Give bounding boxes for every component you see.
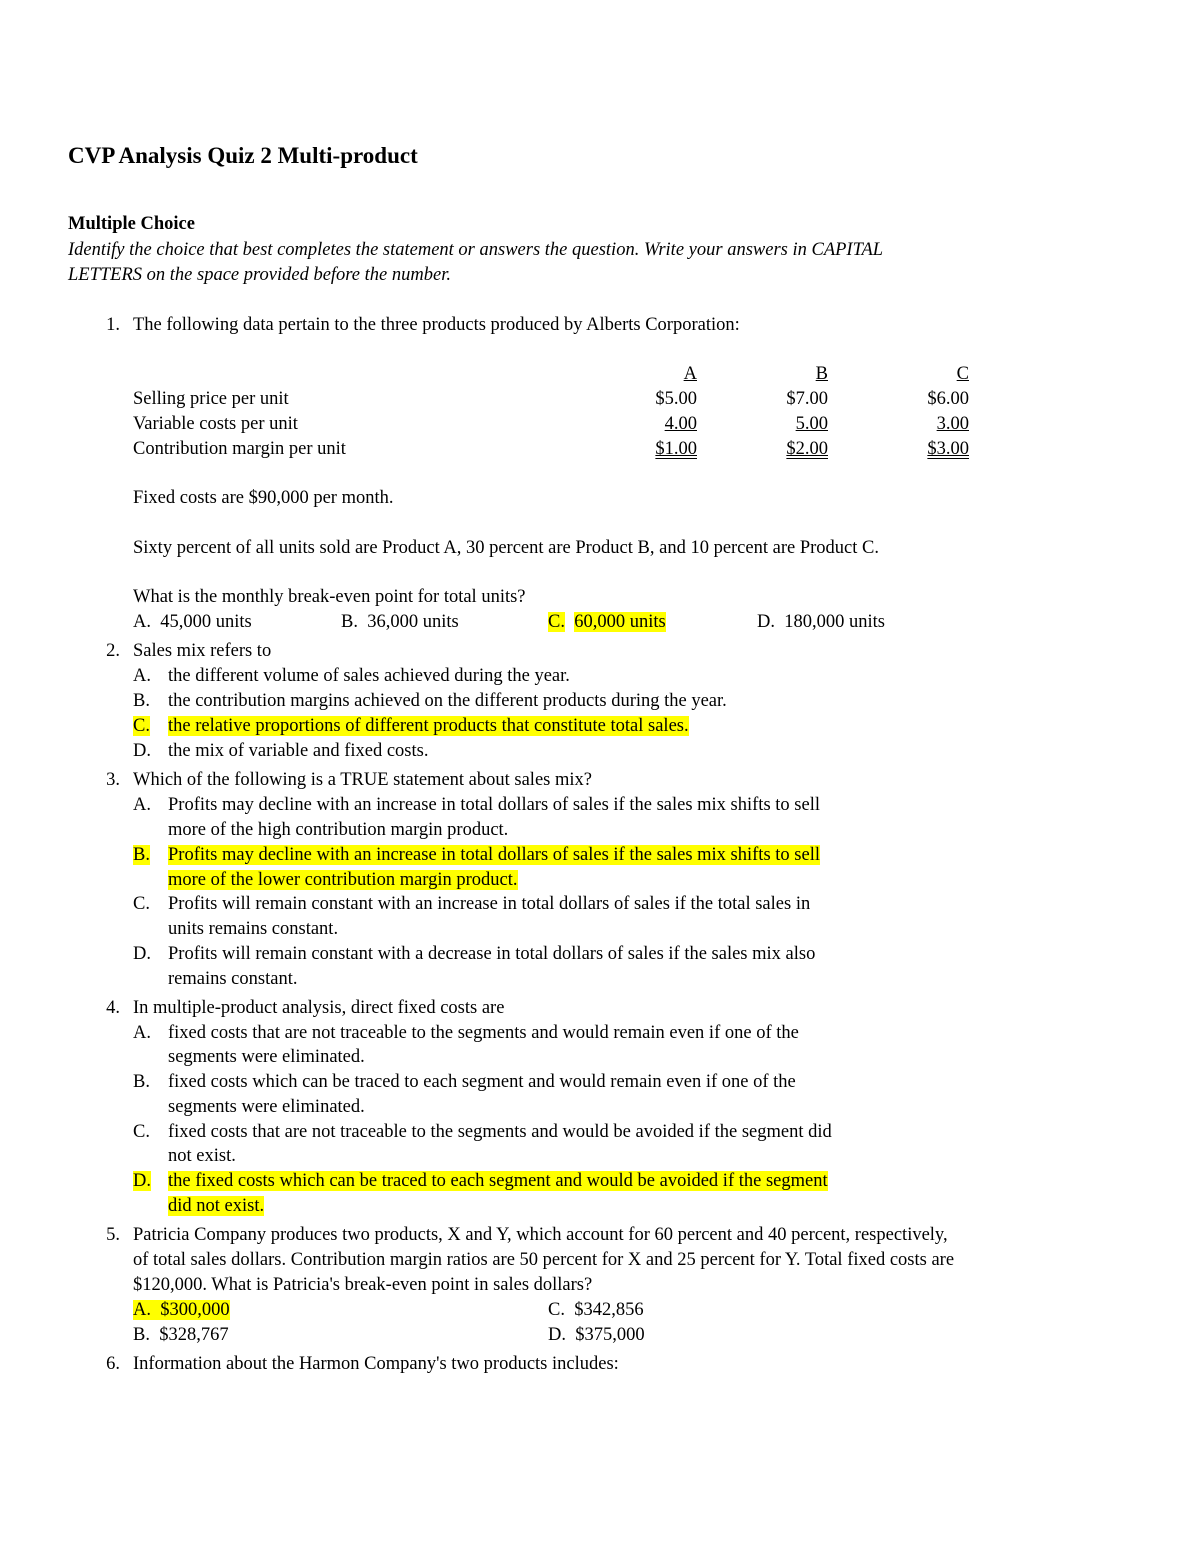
choice: B. <box>133 691 150 711</box>
choice-text: the mix of variable and fixed costs. <box>168 741 429 761</box>
choice: A. <box>133 1023 151 1043</box>
choice: D. $375,000 <box>548 1325 645 1345</box>
choice-text: 45,000 units <box>160 612 252 632</box>
fixed-costs-text: Fixed costs are $90,000 per month. <box>133 488 394 508</box>
choice-text: fixed costs that are not traceable to the segments and would be avoided if the segment did <box>168 1122 832 1142</box>
choice: A. <box>133 795 151 815</box>
choice-text: units remains constant. <box>168 919 339 939</box>
choice-text: Profits will remain constant with an increase in total dollars of sales if the total sales in <box>168 894 811 914</box>
question-stem-line: of total sales dollars. Contribution margin ratios are 50 percent for X and 25 percent for Y. Total fixed costs are <box>133 1250 955 1270</box>
table-cell: $3.00 <box>927 439 969 459</box>
choice-text: segments were eliminated. <box>168 1097 365 1117</box>
choice-text: 60,000 units <box>574 612 666 632</box>
table-header-b: B <box>815 364 828 384</box>
choice-correct: D. <box>133 1171 151 1191</box>
sales-mix-text: Sixty percent of all units sold are Product A, 30 percent are Product B, and 10 percent are Product C. <box>133 538 879 558</box>
instructions-line-1: Identify the choice that best completes the statement or answers the question. Write your answers in CAPITAL <box>68 240 884 260</box>
choice: B. $328,767 <box>133 1325 229 1345</box>
choice-text: segments were eliminated. <box>168 1047 365 1067</box>
choice <box>757 610 885 634</box>
choice-letter: B. <box>341 612 358 632</box>
choice: A. <box>133 666 151 686</box>
choice: C. <box>133 894 150 914</box>
choice <box>341 610 459 634</box>
choice: B. <box>133 1072 150 1092</box>
choice-text: did not exist. <box>168 1196 265 1216</box>
question-stem: The following data pertain to the three products produced by Alberts Corporation: <box>133 315 740 335</box>
choice-text: fixed costs that are not traceable to the segments and would remain even if one of the <box>168 1023 799 1043</box>
choice-letter: D. <box>757 612 775 632</box>
row-label-selling-price: Selling price per unit <box>133 389 289 409</box>
choice-text: Profits will remain constant with a decrease in total dollars of sales if the sales mix also <box>168 944 816 964</box>
table-cell: $1.00 <box>655 439 697 459</box>
row-label-contribution-margin: Contribution margin per unit <box>133 439 346 459</box>
question-stem: In multiple-product analysis, direct fixed costs are <box>133 998 505 1018</box>
choice: D. <box>133 944 151 964</box>
choice: C. $342,856 <box>548 1300 644 1320</box>
choice-correct: B. <box>133 845 150 865</box>
choice-text: Profits may decline with an increase in total dollars of sales if the sales mix shifts to sell <box>168 795 820 815</box>
choice-text: fixed costs which can be traced to each segment and would remain even if one of the <box>168 1072 796 1092</box>
choice-correct <box>548 610 666 634</box>
table-cell: $7.00 <box>786 389 828 409</box>
question-number: 3. <box>106 770 120 790</box>
table-header-a: A <box>683 364 697 384</box>
choice: D. <box>133 741 151 761</box>
table-header-c: C <box>956 364 969 384</box>
table-cell: 5.00 <box>795 414 828 434</box>
choice-text: the relative proportions of different products that constitute total sales. <box>168 716 689 736</box>
choice-text: the fixed costs which can be traced to each segment and would be avoided if the segment <box>168 1171 828 1191</box>
choice-correct: C. <box>133 716 150 736</box>
question-number: 4. <box>106 998 120 1018</box>
choice-text: more of the lower contribution margin product. <box>168 870 518 890</box>
table-cell: $2.00 <box>786 439 828 459</box>
choice-text: the different volume of sales achieved during the year. <box>168 666 570 686</box>
choice-text: Profits may decline with an increase in total dollars of sales if the sales mix shifts to sell <box>168 845 820 865</box>
choice-text: 36,000 units <box>367 612 459 632</box>
question-number: 5. <box>106 1225 120 1245</box>
choice-correct: A. $300,000 <box>133 1300 230 1320</box>
choice-text: 180,000 units <box>784 612 885 632</box>
question-stem-line: $120,000. What is Patricia's break-even point in sales dollars? <box>133 1275 593 1295</box>
table-cell: $5.00 <box>655 389 697 409</box>
table-cell: $6.00 <box>927 389 969 409</box>
choice-letter: C. <box>548 612 565 632</box>
question-stem: Information about the Harmon Company's two products includes: <box>133 1354 619 1374</box>
instructions-line-2: LETTERS on the space provided before the number. <box>68 265 451 285</box>
choice: C. <box>133 1122 150 1142</box>
question-stem: Which of the following is a TRUE statement about sales mix? <box>133 770 592 790</box>
table-cell: 4.00 <box>664 414 697 434</box>
choice-text: the contribution margins achieved on the different products during the year. <box>168 691 727 711</box>
choice <box>133 610 252 634</box>
choice-letter: A. <box>133 612 151 632</box>
question-text: What is the monthly break-even point for total units? <box>133 587 526 607</box>
choice-text: remains constant. <box>168 969 298 989</box>
choice-text: not exist. <box>168 1146 236 1166</box>
question-stem-line: Patricia Company produces two products, X and Y, which account for 60 percent and 40 percent, respectively, <box>133 1225 948 1245</box>
question-number: 1. <box>106 315 120 335</box>
question-stem: Sales mix refers to <box>133 641 272 661</box>
question-number: 2. <box>106 641 120 661</box>
section-heading: Multiple Choice <box>68 214 195 234</box>
choice-text: more of the high contribution margin product. <box>168 820 509 840</box>
row-label-variable-costs: Variable costs per unit <box>133 414 298 434</box>
table-cell: 3.00 <box>936 414 969 434</box>
question-number: 6. <box>106 1354 120 1374</box>
page-title: CVP Analysis Quiz 2 Multi-product <box>68 143 418 168</box>
